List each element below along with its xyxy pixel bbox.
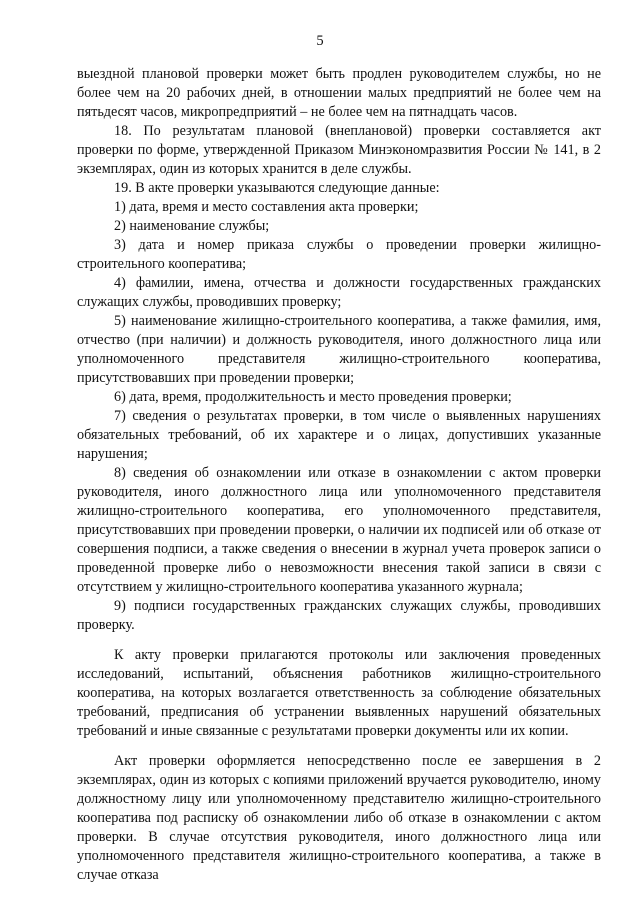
paragraph: Акт проверки оформляется непосредственно после ее завершения в 2 экземплярах, один из которых с копиями приложений вручается руководителю, иному должностному лицу или уполномоченному представителю жилищно-строительного кооператива под расписку об ознакомлении либо об отказе в ознакомлении с актом проверки. В случае отсутствия руководителя, иного должностного лица или уполномоченного представителя жилищно-строительного кооператива, а также в случае отказа	[77, 753, 601, 883]
paragraph: 18. По результатам плановой (внеплановой) проверки составляется акт проверки по форме, утвержденной Приказом Минэкономразвития России № 141, в 2 экземплярах, один из которых хранится в деле службы.	[77, 123, 601, 177]
paragraph: 2) наименование службы;	[114, 218, 270, 234]
paragraph: К акту проверки прилагаются протоколы или заключения проведенных исследований, испытаний, объяснения работников жилищно-строительного кооператива, на которых возлагается ответственность за соблюдение обязательных требований, предписания об устранении выявленных нарушений обязательных требований и иные связанные с результатами проверки документы или их копии.	[77, 647, 601, 739]
paragraph: 5) наименование жилищно-строительного кооператива, а также фамилия, имя, отчество (при наличии) и должность руководителя, иного должностного лица или уполномоченного представителя жилищно-строительного кооператива, присутствовавших при проведении проверки;	[77, 313, 601, 386]
paragraph: 4) фамилии, имена, отчества и должности государственных гражданских служащих службы, проводивших проверку;	[77, 275, 601, 310]
paragraph: 19. В акте проверки указываются следующие данные:	[114, 180, 440, 196]
page-number: 5	[316, 33, 324, 49]
paragraph: 7) сведения о результатах проверки, в том числе о выявленных нарушениях обязательных требований, об их характере и о лицах, допустивших указанные нарушения;	[77, 408, 601, 462]
paragraph: 3) дата и номер приказа службы о проведении проверки жилищно-строительного кооператива;	[77, 237, 601, 272]
paragraph: 6) дата, время, продолжительность и место проведения проверки;	[114, 389, 512, 405]
paragraph: 9) подписи государственных гражданских служащих службы, проводивших проверку.	[77, 598, 601, 633]
document-body	[77, 65, 601, 885]
paragraph: 1) дата, время и место составления акта проверки;	[114, 199, 419, 215]
paragraph: 8) сведения об ознакомлении или отказе в ознакомлении с актом проверки руководителя, иного должностного лица или уполномоченного представителя жилищно-строительного кооператива, его уполномоченного представителя, присутствовавших при проведении проверки, о наличии их подписей или об отказе от совершения подписи, а также сведения о внесении в журнал учета проверок записи о проведенной проверке либо о невозможности внесения такой записи в связи с отсутствием у жилищно-строительного кооператива указанного журнала;	[77, 465, 601, 595]
paragraph: выездной плановой проверки может быть продлен руководителем службы, но не более чем на 20 рабочих дней, в отношении малых предприятий не более чем на пятьдесят часов, микропредприятий – не более чем на пятнадцать часов.	[77, 66, 601, 120]
